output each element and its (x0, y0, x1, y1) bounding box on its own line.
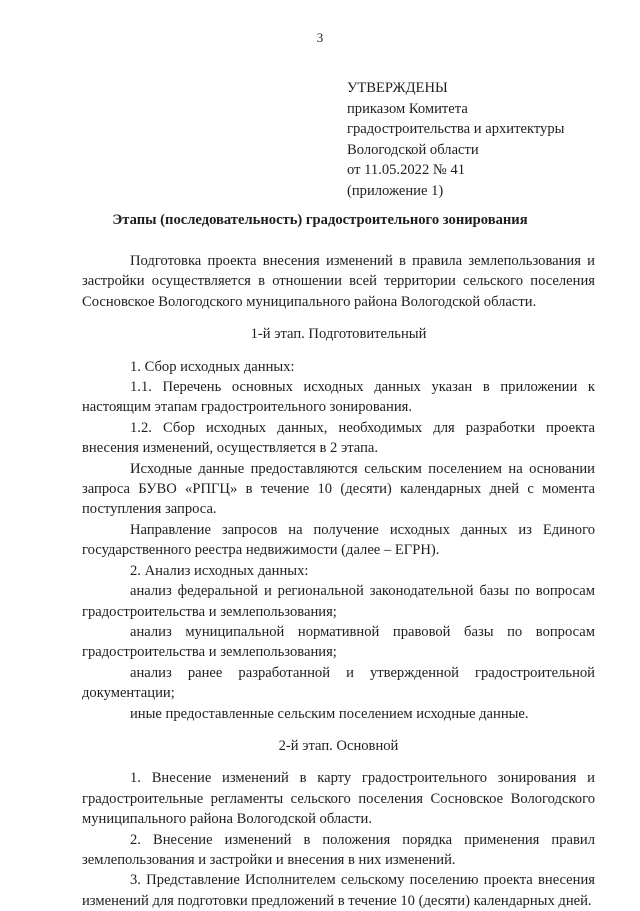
intro-paragraph: Подготовка проекта внесения изменений в правила землепользования и застройки осуществляется в отношении всей территории сельского поселения Сосновское Вологодского муниципального района Вологодской области. (82, 253, 595, 310)
approval-line: от 11.05.2022 № 41 (347, 162, 466, 179)
approval-line: градостроительства и архитектуры (347, 121, 565, 138)
paragraph: 1.2. Сбор исходных данных, необходимых для разработки проекта внесения изменений, осуществляется в 2 этапа. (82, 419, 595, 457)
paragraph: 1.1. Перечень основных исходных данных указан в приложении к настоящим этапам градостроительного зонирования. (82, 379, 595, 416)
approval-line: Вологодской области (347, 141, 479, 158)
paragraph: 2. Анализ исходных данных: (130, 562, 309, 579)
approval-title: УТВЕРЖДЕНЫ (347, 80, 448, 96)
paragraph: Исходные данные предоставляются сельским поселением на основании запроса БУВО «РПГЦ» в течение 10 (десяти) календарных дней с момента поступления запроса. (82, 460, 595, 518)
paragraph: анализ муниципальной нормативной правовой базы по вопросам градостроительства и землепользования; (82, 623, 595, 661)
paragraph: анализ ранее разработанной и утвержденной градостроительной документации; (82, 664, 595, 702)
approval-line: приказом Комитета (347, 100, 468, 117)
stage-title: 1-й этап. Подготовительный (250, 326, 427, 343)
document-body (82, 251, 595, 911)
paragraph: Направление запросов на получение исходных данных из Единого государственного реестра недвижимости (далее – ЕГРН). (82, 521, 595, 559)
paragraph: 1. Сбор исходных данных: (130, 358, 295, 375)
approval-line: (приложение 1) (347, 182, 444, 199)
paragraph: анализ федеральной и региональной законодательной базы по вопросам градостроительства и землепользования; (82, 583, 595, 620)
page-number: 3 (316, 30, 324, 45)
paragraph: 3. Представление Исполнителем сельскому поселению проекта внесения изменений для подготовки предложений в течение 10 (десяти) календарных дней. (82, 872, 595, 909)
paragraph: 1. Внесение изменений в карту градостроительного зонирования и градостроительные регламенты сельского поселения Сосновское Вологодского муниципального района Вологодской области. (82, 770, 595, 828)
paragraph: иные предоставленные сельским поселением исходные данные. (130, 705, 529, 722)
paragraph: 2. Внесение изменений в положения порядка применения правил землепользования и застройки и внесения в них изменений. (82, 831, 595, 868)
stage-title: 2-й этап. Основной (278, 737, 399, 754)
approval-block (347, 78, 564, 202)
document-heading: Этапы (последовательность) градостроительного зонирования (112, 212, 528, 228)
